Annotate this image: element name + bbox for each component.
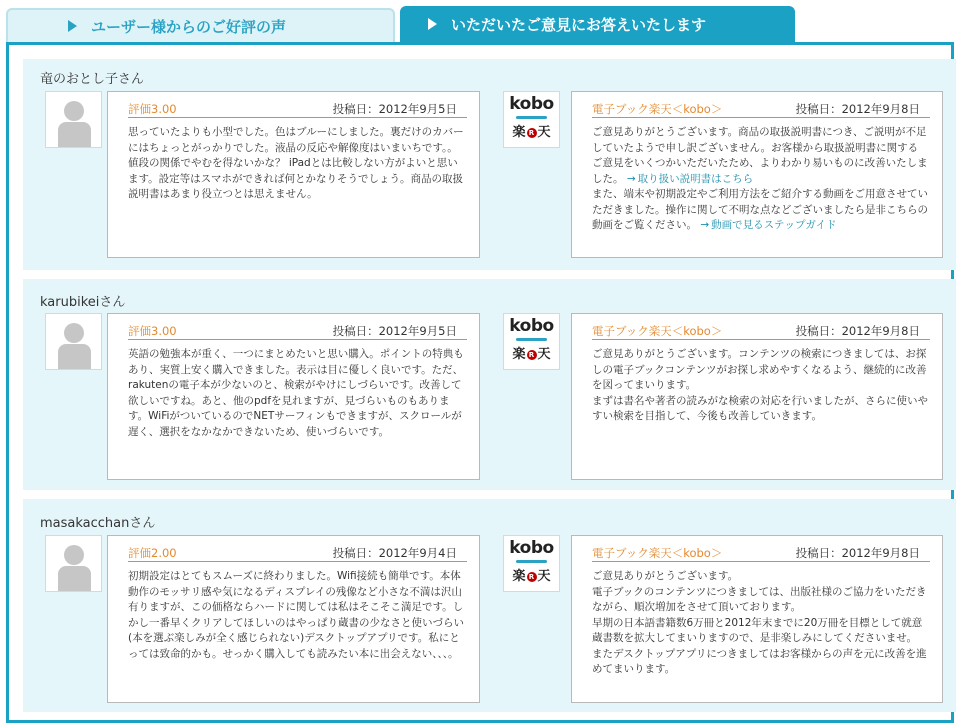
review-text: 思っていたよりも小型でした。色はブルーにしました。裏だけのカバーにはちょっとがっかりでした。液晶の反応や解像度はいまいちです。。値段の関係でやむを得ないかな？ iPadとは比較しない方がよいと思います。設定等はスマホができれば何とかなりそうでしょう。商品の取扱説明書はあまり役立つとは思えません。 <box>128 126 464 200</box>
review-header <box>128 101 467 118</box>
post-date: 投稿日：2012年9月5日 <box>332 324 457 338</box>
kobo-logo <box>503 535 560 592</box>
reply-card <box>571 313 943 480</box>
review-block <box>23 279 956 490</box>
reply-text: ご意見ありがとうございます。商品の取扱説明書につき、ご説明が不足していたようで申し訳ございません。お客様から取扱説明書に関するご意見をいくつかいただいたため、よりわかり易いものに改善いたしました。 → 取り扱い説明書はこちら また、端末や初期設定やご利用方法をご紹介する動画をご用意させていただきました。操作に関して不明な点などございましたら是非こちらの動画をご覧ください。 → 動画で見るステップガイド <box>592 125 928 234</box>
review-card <box>107 535 480 703</box>
shop-name: 電子ブック楽天＜kobo＞ <box>592 546 723 560</box>
avatar-icon <box>45 91 102 148</box>
kobo-swoosh-icon <box>516 116 547 119</box>
reviewer-name: karubikeiさん <box>40 295 126 310</box>
kobo-logo-text: kobo <box>509 94 554 114</box>
post-date: 投稿日：2012年9月8日 <box>795 546 920 560</box>
post-date: 投稿日：2012年9月8日 <box>795 102 920 116</box>
reply-card <box>571 535 943 703</box>
reply-header <box>592 101 930 118</box>
avatar-icon <box>45 313 102 370</box>
kobo-logo-text: kobo <box>509 316 554 336</box>
shop-name: 電子ブック楽天＜kobo＞ <box>592 324 723 338</box>
play-arrow-icon <box>428 18 437 30</box>
reply-header <box>592 323 930 340</box>
manual-link[interactable]: → 取り扱い説明書はこちら <box>627 173 753 185</box>
review-block <box>23 59 956 270</box>
tab-label: ユーザー様からのご好評の声 <box>91 17 287 36</box>
review-text: 英語の勉強本が重く、一つにまとめたいと思い購入。ポイントの特典もあり、実質上安く購入できました。表示は目に優しく良いです。ただ、rakutenの電子本が少ないのと、検索がやけにしづらいです。改善して欲しいですね。あと、他のpdfを見れますが、見づらいものもあります。WiFiがついているのでNETサーフィンもできますが、スクロールが遅く、選択をなかなかできないため、使いづらいです。 <box>128 348 464 438</box>
kobo-swoosh-icon <box>516 338 547 341</box>
rakuten-logo-text: 楽 R 天 <box>512 569 551 584</box>
shop-name: 電子ブック楽天＜kobo＞ <box>592 102 723 116</box>
kobo-logo <box>503 91 560 148</box>
review-header <box>128 545 467 562</box>
rating: 評価2.00 <box>128 546 177 560</box>
post-date: 投稿日：2012年9月8日 <box>795 324 920 338</box>
reviewer-name: masakacchanさん <box>40 516 156 531</box>
reply-text: ご意見ありがとうございます。コンテンツの検索につきましては、お探しの電子ブックコンテンツがお探し求めやすくなるよう、継続的に改善を図ってまいります。 まずは書名や著者の読みがな検索の対応を行いましたが、さらに使いやすい検索を目指して、今後も改善していきます。 <box>592 348 928 422</box>
tab-label: いただいたご意見にお答えいたします <box>451 15 707 34</box>
reviewer-name: 竜のおとし子さん <box>40 72 145 87</box>
kobo-logo <box>503 313 560 370</box>
review-text: 初期設定はとてもスムーズに終わりました。Wifi接続も簡単です。本体動作のモッサリ感や気になるディスプレイの残像など小さな不満は沢山有りますが、この価格ならハードに関しては私はそこそこ満足です。しかし一番早くクリアしてほしいのはやっぱり蔵書の少なさと使いづらい(本を選ぶ楽しみが全く感じられない)デスクトップアプリです。私にとっては致命的かも。せっかく購入しても読みたい本に出会えない、、、。 <box>128 570 464 660</box>
rating: 評価3.00 <box>128 102 177 116</box>
tab-responses[interactable] <box>400 6 795 42</box>
review-header <box>128 323 467 340</box>
post-date: 投稿日：2012年9月5日 <box>332 102 457 116</box>
rakuten-logo-text: 楽 R 天 <box>512 125 551 140</box>
step-guide-video-link[interactable]: → 動画で見るステップガイド <box>700 219 836 231</box>
kobo-swoosh-icon <box>516 560 547 563</box>
content-panel <box>6 42 954 723</box>
rating: 評価3.00 <box>128 324 177 338</box>
kobo-logo-text: kobo <box>509 538 554 558</box>
review-card <box>107 313 480 480</box>
review-card <box>107 91 480 258</box>
review-block <box>23 499 956 712</box>
reply-text: ご意見ありがとうございます。 電子ブックのコンテンツにつきましては、出版社様のご協力をいただきながら、順次増加をさせて頂いております。 早期の日本語書籍数6万冊と2012年末までに20万冊を目標として就意蔵書数を拡大してまいりますので、是非楽しみにしてくださいませ。 またデスクトップアプリにつきましてはお客様からの声を元に改善を進めてまいります。 <box>592 570 927 675</box>
tab-user-reviews[interactable] <box>6 8 395 42</box>
reply-header <box>592 545 930 562</box>
avatar-icon <box>45 535 102 592</box>
post-date: 投稿日：2012年9月4日 <box>332 546 457 560</box>
play-arrow-icon <box>68 20 77 32</box>
reply-card <box>571 91 943 258</box>
rakuten-logo-text: 楽 R 天 <box>512 347 551 362</box>
